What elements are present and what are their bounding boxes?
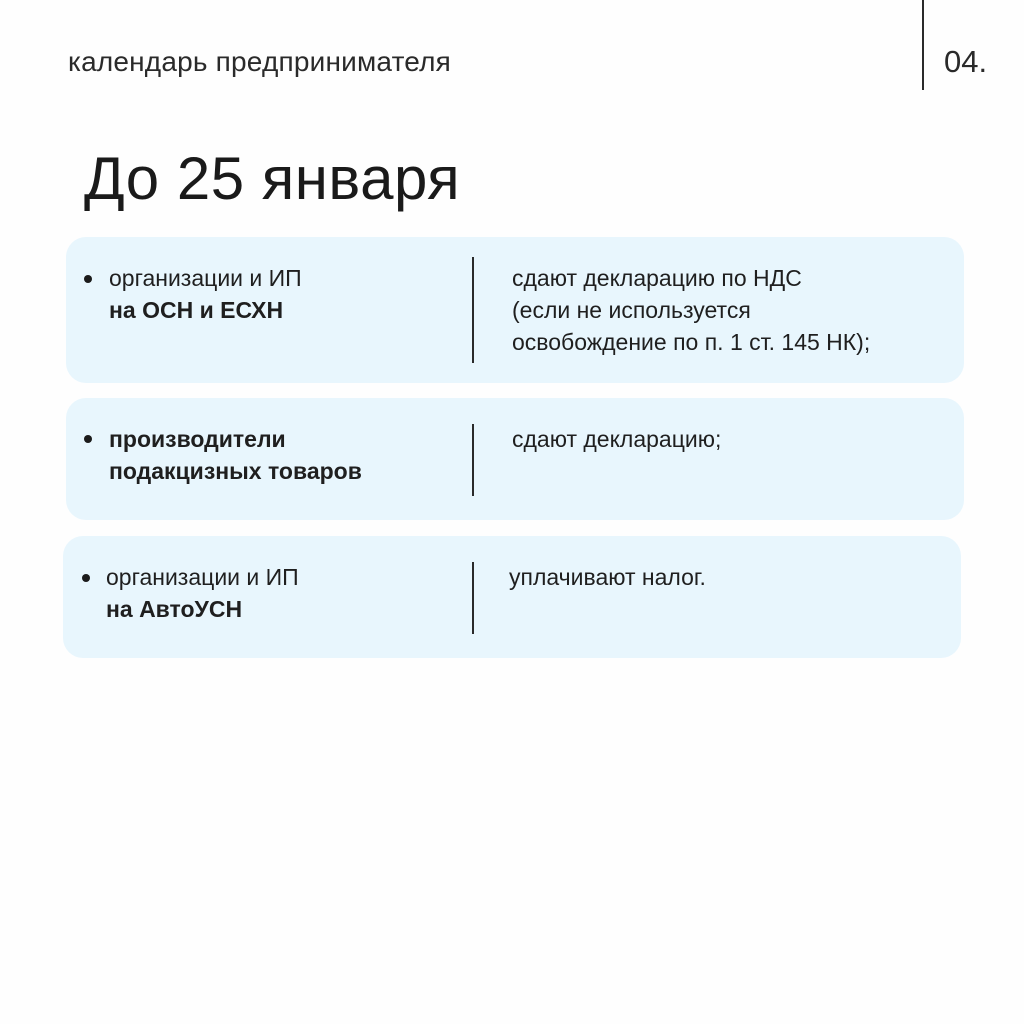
header-divider: [922, 0, 924, 90]
subject-line: подакцизных товаров: [109, 458, 362, 484]
subject-regime: на ОСН и ЕСХН: [109, 297, 284, 323]
info-card-1: [66, 237, 964, 383]
header-title: календарь предпринимателя: [68, 46, 452, 77]
obligation-line: сдают декларацию по НДС: [512, 265, 802, 291]
info-card-3: [63, 536, 961, 658]
subject-line: организации и ИП: [109, 265, 302, 291]
obligation-line: (если не используется: [512, 297, 751, 323]
obligation-line: освобождение по п. 1 ст. 145 НК);: [512, 329, 871, 355]
card-separator: [472, 424, 474, 496]
obligation-line: уплачивают налог.: [509, 564, 706, 590]
card-obligation: [512, 423, 721, 455]
page-number: 04.: [944, 44, 988, 79]
bullet-icon: [82, 574, 90, 582]
card-obligation: [512, 262, 870, 358]
subject-regime: на АвтоУСН: [106, 596, 243, 622]
obligation-line: сдают декларацию;: [512, 426, 722, 452]
card-subject: [106, 561, 299, 625]
card-subject: [109, 262, 302, 326]
subject-line: производители: [109, 426, 286, 452]
card-separator: [472, 257, 474, 363]
info-card-2: [66, 398, 964, 520]
page-title: До 25 января: [84, 145, 461, 212]
card-obligation: [509, 561, 706, 593]
bullet-icon: [84, 435, 92, 443]
card-separator: [472, 562, 474, 634]
card-subject: [109, 423, 362, 487]
bullet-icon: [84, 275, 92, 283]
subject-line: организации и ИП: [106, 564, 299, 590]
